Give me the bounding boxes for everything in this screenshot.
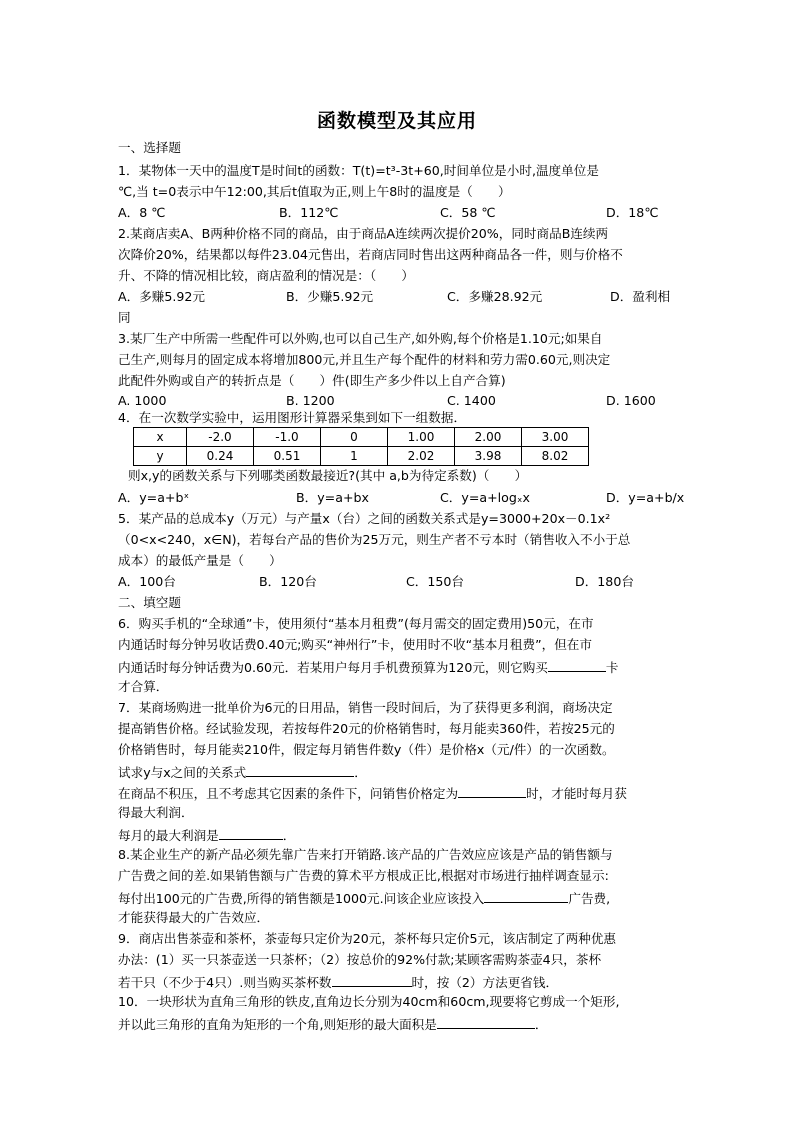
q3-line: 己生产,则每月的固定成本将增加800元,并且生产每个配件的材料和劳力需0.60元,则决定: [118, 352, 611, 367]
q4-option-a: A．y=a+bˣ: [118, 490, 190, 505]
q1-option-d: D．18℃: [606, 205, 659, 220]
q10-text: ．: [534, 1017, 548, 1032]
answer-blank[interactable]: [484, 888, 568, 903]
q3-line: 3.某厂生产中所需一些配件可以外购,也可以自己生产,如外购,每个价格是1.10元;如果自: [118, 331, 603, 346]
q10-text: 并以此三角形的直角为矩形的一个角,则矩形的最大面积是: [118, 1017, 437, 1032]
q5-option-d: D．180台: [575, 574, 634, 589]
q7-text: 试求y与x之间的关系式: [118, 765, 247, 780]
q3-option-c: C. 1400: [447, 393, 496, 408]
q4-line: 则x,y的函数关系与下列哪类函数最接近?(其中 a,b为待定系数)（ ）: [128, 468, 528, 483]
q1-option-b: B．112℃: [279, 205, 339, 220]
q1-option-a: A．8 ℃: [118, 205, 166, 220]
q7-line: 价格销售时，每月能卖210件，假定每月销售件数y（件）是价格x（元/件）的一次函数。: [118, 742, 615, 757]
q4-option-c: C．y=a+logₓx: [440, 490, 530, 505]
table-cell: 8.02: [522, 447, 589, 466]
table-cell: x: [134, 428, 187, 447]
q6-line: 6．购买手机的“全球通”卡，使用须付“基本月租费”(每月需交的固定费用)50元，在市: [118, 616, 594, 631]
table-cell: 2.00: [455, 428, 522, 447]
q4-option-d: D．y=a+b/x: [606, 490, 685, 505]
section-heading-choice: 一、选择题: [118, 140, 181, 155]
q4-data-table: [133, 427, 589, 466]
table-cell: 0: [321, 428, 388, 447]
q3-option-b: B. 1200: [286, 393, 335, 408]
page-title: 函数模型及其应用: [316, 110, 477, 132]
q1-line: 1．某物体一天中的温度T是时间t的函数：T(t)=t³-3t+60,时间单位是小时,温度单位是: [118, 163, 599, 178]
answer-blank[interactable]: [548, 657, 606, 672]
q7-line: [118, 825, 295, 845]
q7-line: 得最大利润．: [118, 805, 194, 820]
q5-line: 5．某产品的总成本y（万元）与产量x（台）之间的函数关系式是y=3000+20x－0.1x²: [118, 511, 611, 526]
q9-text: 若干只（不少于4只）.则当购买茶杯数: [118, 975, 332, 990]
q6-text: 内通话时每分钟话费为0.60元．若某用户每月手机费预算为120元，则它购买: [118, 660, 548, 675]
q7-text: ．: [354, 765, 367, 780]
q7-text: 在商品不积压，且不考虑其它因素的条件下，问销售价格定为: [118, 786, 459, 801]
q1-line: ℃,当 t=0表示中午12:00,其后t值取为正,则上午8时的温度是（ ）: [118, 184, 511, 199]
q2-option-b: B．少赚5.92元: [286, 289, 374, 304]
q2-option-c: C．多赚28.92元: [447, 289, 543, 304]
q7-text: ．: [282, 828, 296, 843]
q5-option-a: A．100台: [118, 574, 176, 589]
q8-text: 广告费,: [568, 891, 611, 906]
q3-option-a: A. 1000: [118, 393, 167, 408]
q2-line: 次降价20%，结果都以每件23.04元售出，若商店同时售出这两种商品各一件，则与价格不: [118, 247, 623, 262]
q5-option-c: C．150台: [406, 574, 465, 589]
q6-text: 卡: [605, 660, 619, 675]
table-row: [134, 428, 589, 447]
table-cell: 3.98: [455, 447, 522, 466]
q8-line: 才能获得最大的广告效应．: [118, 910, 270, 925]
q2-line: 升、不降的情况相比较，商店盈利的情况是：（ ）: [118, 268, 414, 283]
q8-line: 广告费之间的差.如果销售额与广告费的算术平方根成正比,根据对市场进行抽样调查显示:: [118, 868, 609, 883]
table-row: [134, 447, 589, 466]
table-cell: y: [134, 447, 187, 466]
q8-line: [118, 888, 610, 908]
q4-line: 4．在一次数学实验中，运用图形计算器采集到如下一组数据．: [118, 410, 467, 425]
table-cell: -1.0: [254, 428, 321, 447]
q7-line: [118, 762, 367, 782]
q9-text: 时，按（2）方法更省钱．: [411, 975, 559, 990]
q9-line: 9．商店出售茶壶和茶杯，茶壶每只定价为20元，茶杯每只定价5元，该店制定了两种优惠: [118, 931, 617, 946]
q5-option-b: B．120台: [259, 574, 317, 589]
table-cell: 0.51: [254, 447, 321, 466]
q1-option-c: C．58 ℃: [440, 205, 496, 220]
answer-blank[interactable]: [458, 783, 526, 798]
q6-line: 才合算．: [118, 679, 169, 694]
q7-text: 时，才能时每月获: [526, 786, 627, 801]
table-cell: 1.00: [388, 428, 455, 447]
q9-line: [118, 972, 558, 992]
q7-line: [118, 783, 627, 803]
table-cell: 0.24: [187, 447, 254, 466]
q6-line: [118, 657, 619, 677]
answer-blank[interactable]: [246, 762, 354, 777]
q3-line: 此配件外购或自产的转折点是（ ）件(即生产多少件以上自产合算): [118, 373, 506, 388]
q4-option-b: B．y=a+bx: [296, 490, 369, 505]
section-heading-fill: 二、填空题: [118, 595, 181, 610]
q5-line: 成本）的最低产量是（ ）: [118, 553, 282, 568]
answer-blank[interactable]: [437, 1014, 535, 1029]
q7-line: 7．某商场购进一批单价为6元的日用品，销售一段时间后，为了获得更多利润，商场决定: [118, 700, 613, 715]
q7-line: 提高销售价格。经试验发现，若按每件20元的价格销售时，每月能卖360件，若按25元的: [118, 721, 615, 736]
q7-text: 每月的最大利润是: [118, 828, 219, 843]
q8-text: 每付出100元的广告费,所得的销售额是1000元.问该企业应该投入: [118, 891, 485, 906]
table-cell: 3.00: [522, 428, 589, 447]
q10-line: 10．一块形状为直角三角形的铁皮,直角边长分别为40cm和60cm,现要将它剪成一个矩形,: [118, 994, 620, 1009]
q8-line: 8.某企业生产的新产品必须先靠广告来打开销路.该产品的广告效应应该是产品的销售额与: [118, 847, 613, 862]
table-cell: 2.02: [388, 447, 455, 466]
q2-option-wrap: 同: [118, 310, 131, 325]
q6-line: 内通话时每分钟另收话费0.40元;购买“神州行”卡，使用时不收“基本月租费”，但在市: [118, 637, 592, 652]
q3-option-d: D. 1600: [606, 393, 656, 408]
q9-line: 办法：(1）买一只茶壶送一只茶杯；（2）按总价的92%付款;某顾客需购茶壶4只，茶杯: [118, 952, 602, 967]
table-cell: 1: [321, 447, 388, 466]
q10-line: [118, 1014, 547, 1034]
answer-blank[interactable]: [219, 825, 283, 840]
q2-option-d: D．盈利相: [610, 289, 671, 304]
q2-option-a: A．多赚5.92元: [118, 289, 206, 304]
answer-blank[interactable]: [332, 972, 412, 987]
table-cell: -2.0: [187, 428, 254, 447]
q5-line: （0<x<240，x∈N)，若每台产品的售价为25万元，则生产者不亏本时（销售收入不小于总: [118, 532, 631, 547]
q2-line: 2.某商店卖A、B两种价格不同的商品，由于商品A连续两次提价20%，同时商品B连续两: [118, 226, 609, 241]
